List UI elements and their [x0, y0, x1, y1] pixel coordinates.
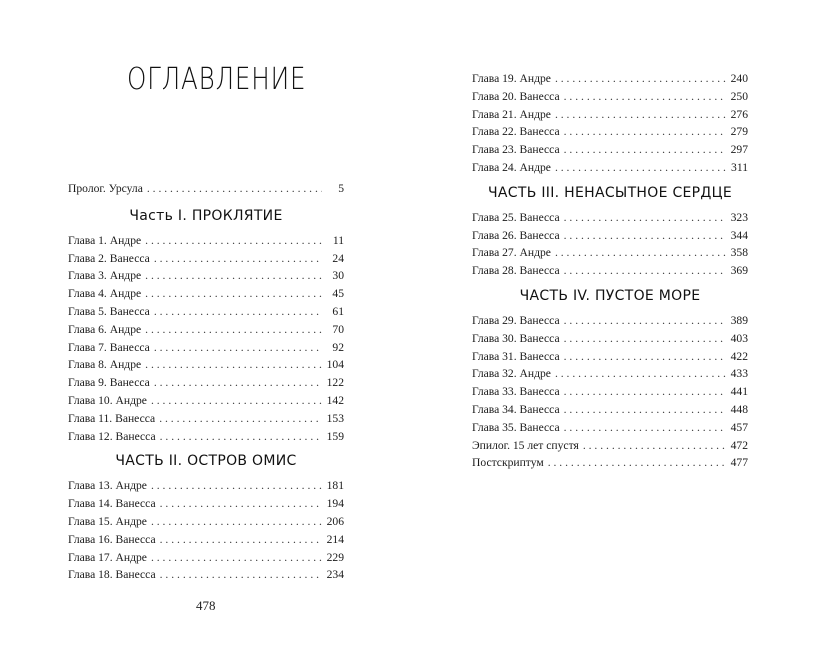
- dot-leader: [145, 285, 322, 303]
- toc-entry[interactable]: [472, 141, 748, 159]
- toc-entry[interactable]: [68, 477, 344, 495]
- entry-title: Глава 2. Ванесса: [68, 251, 150, 265]
- dot-leader: [555, 70, 726, 88]
- toc-entry[interactable]: [68, 566, 344, 584]
- dot-leader: [548, 454, 726, 472]
- entry-page: 142: [326, 393, 344, 407]
- entry-page: 403: [730, 331, 748, 345]
- entry-title: Глава 30. Ванесса: [472, 331, 560, 345]
- entry-page: 369: [730, 264, 748, 278]
- toc-entry[interactable]: [472, 383, 748, 401]
- entry-page: 389: [730, 313, 748, 327]
- entry-page: 181: [326, 479, 344, 493]
- entry-page: 92: [332, 340, 344, 354]
- dot-leader: [564, 348, 726, 366]
- entry-title: Глава 13. Андре: [68, 479, 147, 493]
- entry-page: 194: [326, 497, 344, 511]
- entry-page: 70: [332, 322, 344, 336]
- dot-leader: [564, 401, 726, 419]
- entry-page: 122: [326, 376, 344, 390]
- dot-leader: [147, 180, 322, 198]
- entry-title: Глава 28. Ванесса: [472, 264, 560, 278]
- toc-column-right: [472, 70, 748, 472]
- entry-page: 344: [730, 228, 748, 242]
- toc-column-left: [68, 180, 344, 584]
- dot-leader: [151, 549, 322, 567]
- entry-page: 477: [730, 456, 748, 470]
- entry-title: Пролог. Урсула: [68, 182, 143, 195]
- entry-title: Глава 33. Ванесса: [472, 385, 560, 399]
- entry-page: 358: [730, 246, 748, 260]
- toc-entry[interactable]: [472, 227, 748, 245]
- entry-title: Глава 23. Ванесса: [472, 143, 560, 157]
- dot-leader: [564, 227, 726, 245]
- dot-leader: [154, 339, 322, 357]
- toc-entry[interactable]: [68, 428, 344, 446]
- entry-title: Глава 21. Андре: [472, 107, 551, 121]
- page-number: 478: [196, 598, 216, 613]
- toc-entry[interactable]: [68, 267, 344, 285]
- toc-entry[interactable]: [472, 70, 748, 88]
- entry-title: Глава 7. Ванесса: [68, 340, 150, 354]
- dot-leader: [154, 250, 322, 268]
- dot-leader: [564, 88, 726, 106]
- dot-leader: [555, 365, 726, 383]
- entry-page: 441: [730, 385, 748, 399]
- dot-leader: [564, 419, 726, 437]
- toc-entry[interactable]: [472, 159, 748, 177]
- entry-title: Глава 15. Андре: [68, 514, 147, 528]
- entry-title: Глава 16. Ванесса: [68, 532, 156, 546]
- entry-title: Глава 3. Андре: [68, 269, 142, 283]
- entry-title: Глава 31. Ванесса: [472, 349, 560, 363]
- entry-page: 448: [730, 402, 748, 416]
- entry-page: 159: [326, 429, 344, 443]
- dot-leader: [564, 141, 726, 159]
- dot-leader: [154, 374, 322, 392]
- part-2-entries: [68, 477, 344, 584]
- entry-title: Глава 26. Ванесса: [472, 228, 560, 242]
- dot-leader: [145, 321, 322, 339]
- entry-title: Глава 34. Ванесса: [472, 402, 560, 416]
- toc-entry[interactable]: [68, 321, 344, 339]
- entry-title: Глава 5. Ванесса: [68, 304, 150, 318]
- dot-leader: [151, 392, 322, 410]
- entry-page: 250: [730, 89, 748, 103]
- dot-leader: [154, 303, 322, 321]
- toc-entry[interactable]: [472, 437, 748, 455]
- entry-page: 214: [326, 532, 344, 546]
- entry-title: Постскриптум: [472, 456, 544, 470]
- dot-leader: [555, 106, 726, 124]
- entry-page: 45: [332, 287, 344, 301]
- entry-title: Глава 19. Андре: [472, 72, 551, 85]
- entry-title: Глава 1. Андре: [68, 233, 142, 247]
- entry-title: Глава 24. Андре: [472, 160, 551, 174]
- toc-entry[interactable]: [472, 365, 748, 383]
- part-1-entries: [68, 232, 344, 446]
- dot-leader: [160, 428, 322, 446]
- entry-page: 311: [731, 160, 748, 174]
- dot-leader: [160, 566, 322, 584]
- toc-entry[interactable]: [472, 106, 748, 124]
- dot-leader: [564, 123, 726, 141]
- entry-page: 422: [730, 349, 748, 363]
- part-heading-3: ЧАСТЬ III. НЕНАСЫТНОЕ СЕРДЦЕ: [488, 184, 732, 201]
- entry-title: Глава 32. Андре: [472, 367, 551, 381]
- part-3-entries: [472, 209, 748, 280]
- entry-page: 153: [326, 411, 344, 425]
- part-heading-4: ЧАСТЬ IV. ПУСТОЕ МОРЕ: [519, 287, 701, 304]
- toc-entry[interactable]: [472, 244, 748, 262]
- entry-title: Глава 20. Ванесса: [472, 89, 560, 103]
- dot-leader: [145, 356, 322, 374]
- toc-entry[interactable]: [68, 513, 344, 531]
- entry-title: Глава 4. Андре: [68, 287, 142, 301]
- dot-leader: [151, 477, 322, 495]
- toc-entry[interactable]: [68, 410, 344, 428]
- entry-title: Глава 25. Ванесса: [472, 210, 560, 224]
- entry-page: 472: [730, 438, 748, 452]
- entry-page: 276: [730, 107, 748, 121]
- dot-leader: [160, 531, 322, 549]
- toc-entry[interactable]: [472, 88, 748, 106]
- part-heading-1: Часть I. ПРОКЛЯТИЕ: [129, 207, 283, 224]
- entry-page: 297: [730, 143, 748, 157]
- toc-entry[interactable]: [472, 348, 748, 366]
- toc-entry[interactable]: [68, 339, 344, 357]
- dot-leader: [555, 244, 726, 262]
- entry-page: 206: [326, 514, 344, 528]
- entry-title: Глава 9. Ванесса: [68, 376, 150, 390]
- dot-leader: [145, 232, 322, 250]
- entry-page: 5: [338, 182, 344, 195]
- entry-title: Глава 12. Ванесса: [68, 429, 156, 443]
- entry-title: Глава 18. Ванесса: [68, 568, 156, 582]
- toc-entry[interactable]: [68, 374, 344, 392]
- toc-entry[interactable]: [68, 531, 344, 549]
- toc-entry-prologue[interactable]: [68, 180, 344, 198]
- right-page: [410, 0, 820, 656]
- entry-title: Глава 22. Ванесса: [472, 125, 560, 139]
- entry-title: Глава 14. Ванесса: [68, 497, 156, 511]
- toc-entry[interactable]: [68, 392, 344, 410]
- dot-leader: [583, 437, 726, 455]
- toc-entry[interactable]: [68, 356, 344, 374]
- entry-title: Глава 29. Ванесса: [472, 313, 560, 327]
- toc-entry[interactable]: [68, 232, 344, 250]
- entry-title: Глава 6. Андре: [68, 322, 142, 336]
- dot-leader: [160, 495, 322, 513]
- entry-title: Глава 35. Ванесса: [472, 420, 560, 434]
- entry-title: Глава 17. Андре: [68, 550, 147, 564]
- dot-leader: [555, 159, 726, 177]
- toc-entry[interactable]: [472, 454, 748, 472]
- entry-page: 30: [332, 269, 344, 283]
- dot-leader: [159, 410, 322, 428]
- toc-entry[interactable]: [68, 303, 344, 321]
- entry-page: 279: [730, 125, 748, 139]
- toc-entry[interactable]: [472, 419, 748, 437]
- entry-title: Эпилог. 15 лет спустя: [472, 438, 579, 452]
- entry-title: Глава 8. Андре: [68, 358, 142, 372]
- entry-title: Глава 11. Ванесса: [68, 411, 156, 425]
- toc-entry[interactable]: [68, 250, 344, 268]
- entry-page: 433: [730, 367, 748, 381]
- entry-page: 323: [730, 210, 748, 224]
- dot-leader: [145, 267, 322, 285]
- dot-leader: [564, 262, 726, 280]
- toc-entry[interactable]: [472, 209, 748, 227]
- toc-entry[interactable]: [472, 330, 748, 348]
- entry-page: 234: [326, 568, 344, 582]
- entry-page: 457: [730, 420, 748, 434]
- dot-leader: [564, 209, 726, 227]
- dot-leader: [564, 312, 726, 330]
- entry-page: 11: [332, 233, 344, 247]
- part-heading-2: ЧАСТЬ II. ОСТРОВ ОМИС: [115, 453, 297, 470]
- entry-page: 229: [326, 550, 344, 564]
- toc-entry[interactable]: [472, 262, 748, 280]
- toc-entry[interactable]: [68, 549, 344, 567]
- entry-page: 24: [332, 251, 344, 265]
- toc-entry[interactable]: [472, 123, 748, 141]
- part-4-entries: [472, 312, 748, 472]
- entry-page: 104: [326, 358, 344, 372]
- toc-entry[interactable]: [472, 312, 748, 330]
- entry-page: 61: [332, 304, 344, 318]
- dot-leader: [564, 330, 726, 348]
- toc-entry[interactable]: [68, 285, 344, 303]
- entry-title: Глава 10. Андре: [68, 393, 147, 407]
- entry-title: Глава 27. Андре: [472, 246, 551, 260]
- toc-entry[interactable]: [68, 495, 344, 513]
- dot-leader: [151, 513, 322, 531]
- toc-entry[interactable]: [472, 401, 748, 419]
- entry-page: 240: [730, 72, 748, 85]
- part-2-continued-entries: [472, 70, 748, 177]
- dot-leader: [564, 383, 726, 401]
- toc-title: ОГЛАВЛЕНИЕ: [127, 62, 307, 97]
